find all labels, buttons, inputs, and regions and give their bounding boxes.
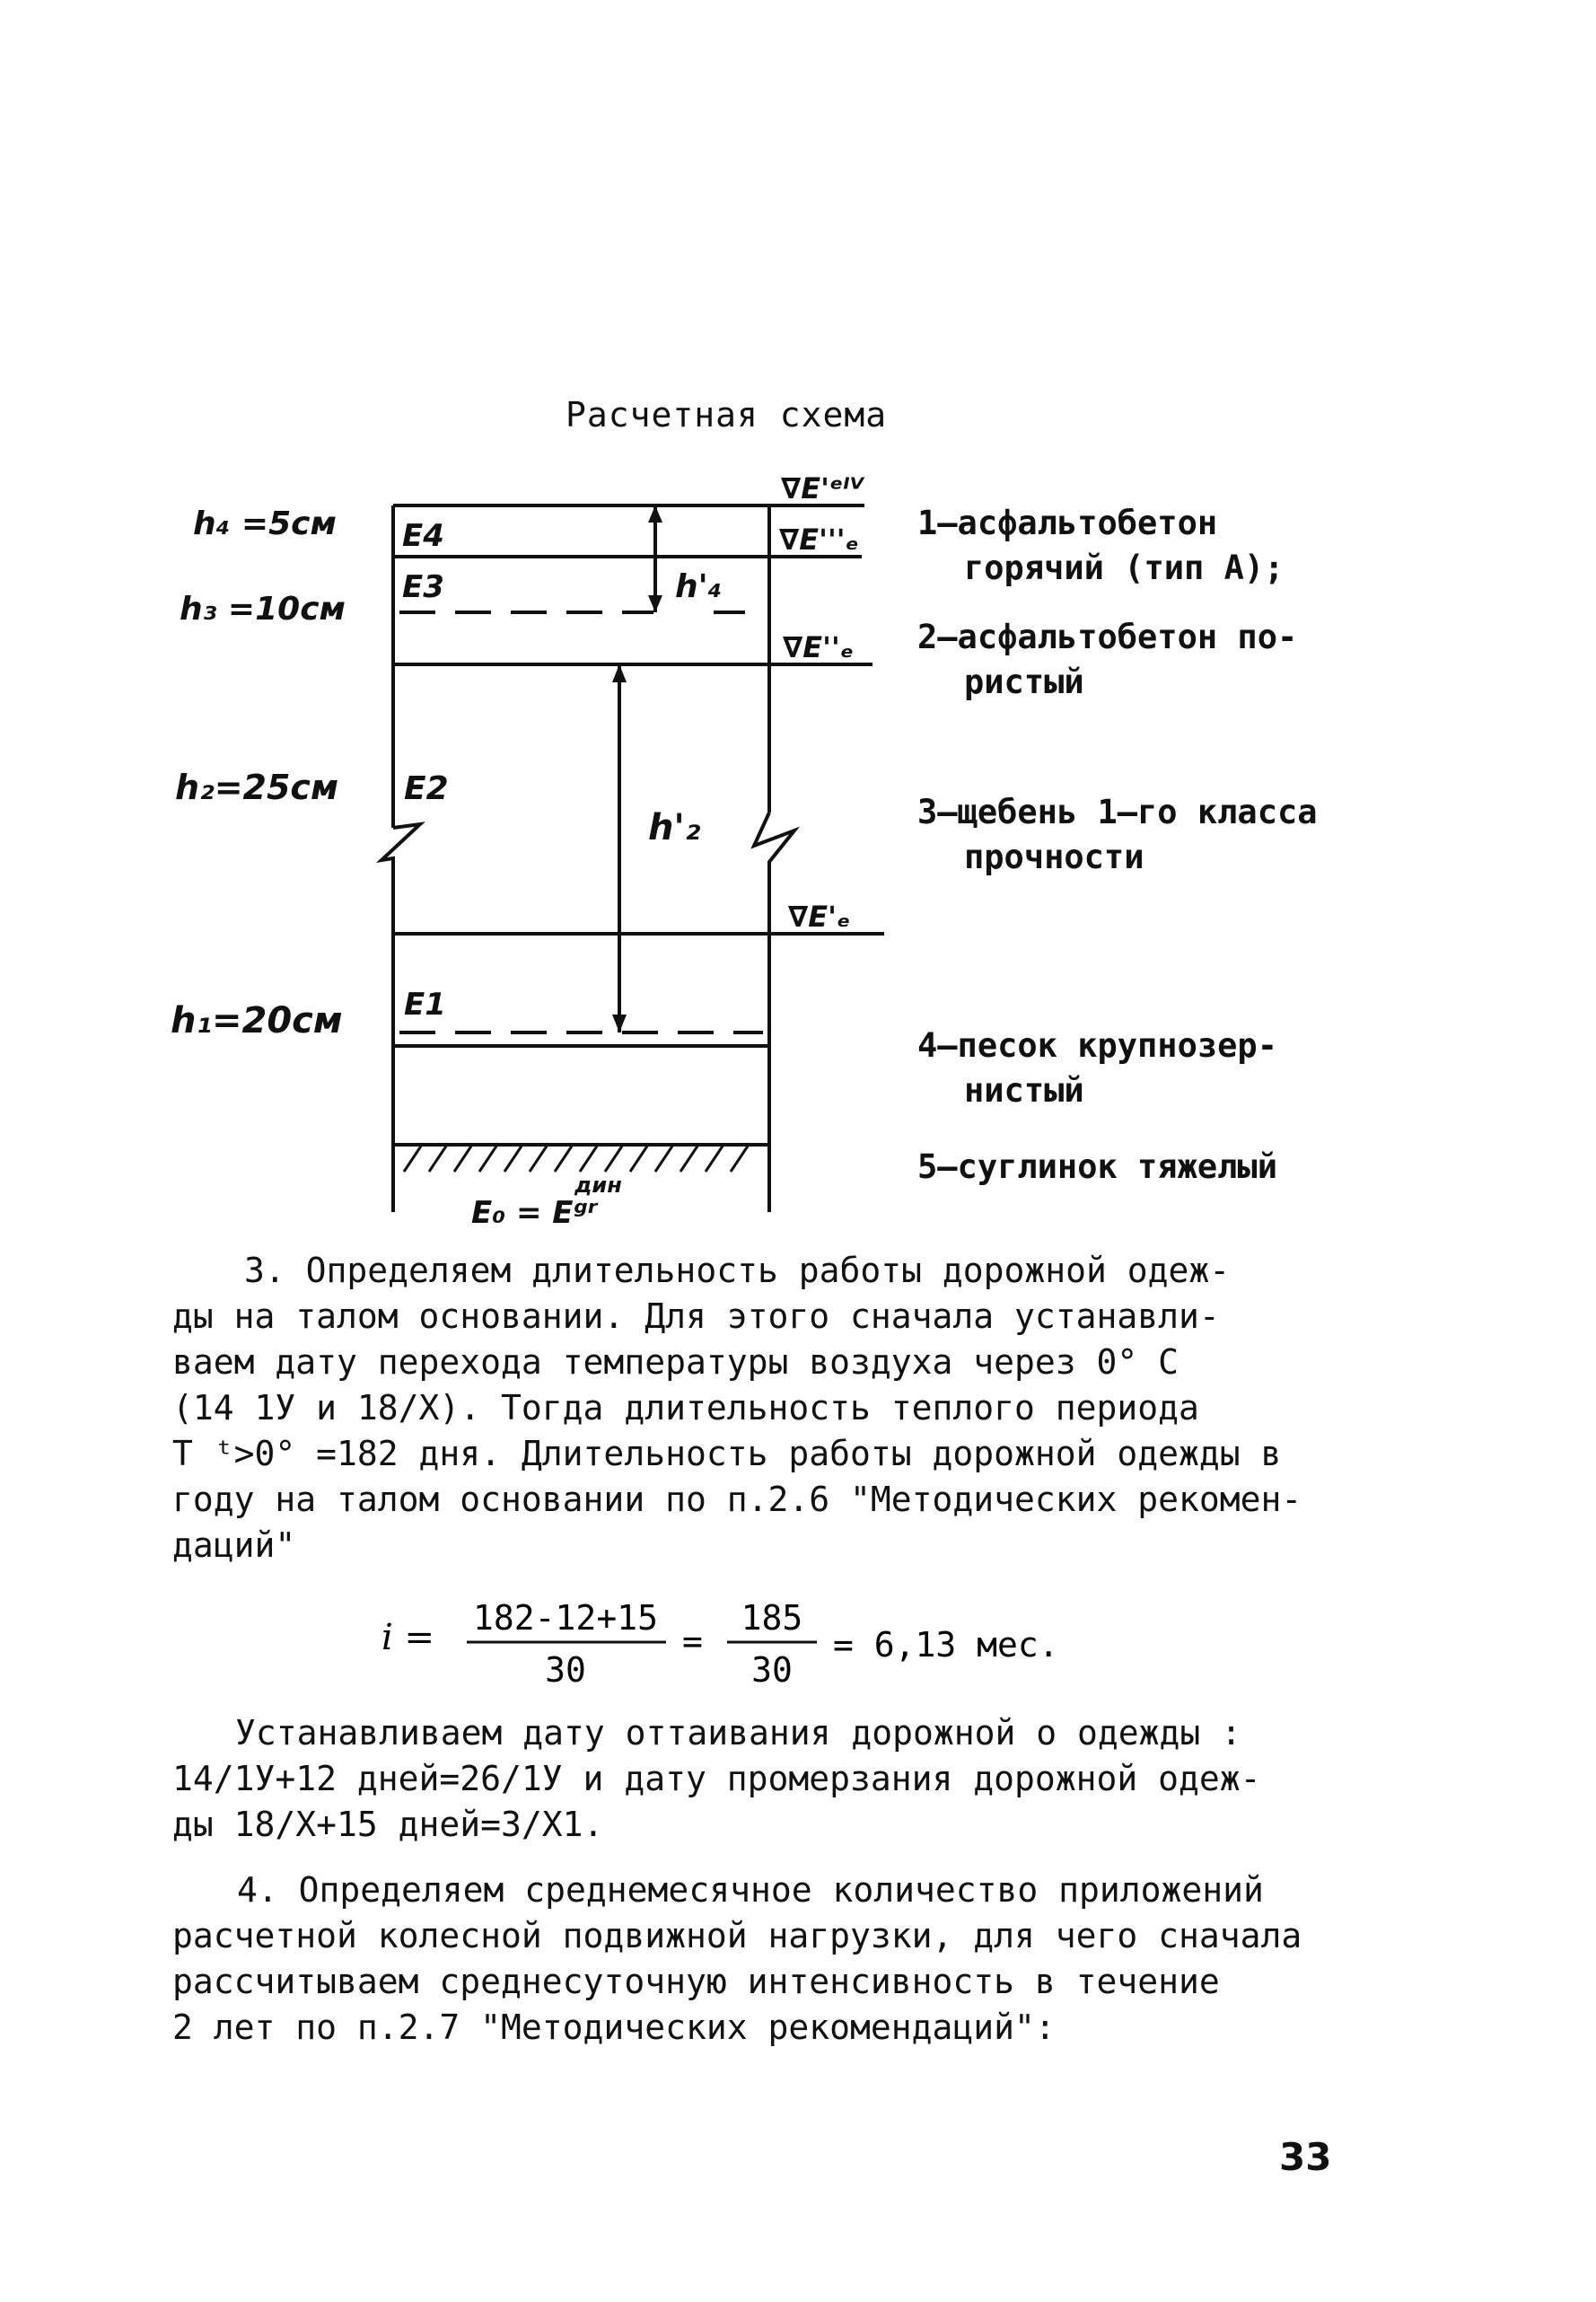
legend-line: нистый <box>964 1071 1084 1110</box>
text-line: расчетной колесной подвижной нагрузки, для чего сначала <box>172 1916 1302 1955</box>
modulus-e2: E2 <box>404 770 449 807</box>
formula-result: = 6,13 мес. <box>833 1625 1059 1665</box>
text-line: 3. Определяем длительность работы дорожной одеж- <box>244 1251 1231 1290</box>
scheme-title: Расчетная схема <box>566 395 888 435</box>
structure-right-zigzag <box>754 813 794 1212</box>
legend-line: 3–щебень 1–го класса <box>917 793 1318 831</box>
formula-numerator-1: 182-12+15 <box>473 1598 658 1638</box>
formula <box>377 1585 1095 1692</box>
text-line: 2 лет по п.2.7 "Методических рекомендаций": <box>172 2008 1056 2047</box>
label-e-eq-2: ∇E''ₑ <box>783 630 855 664</box>
formula-denominator-1: 30 <box>545 1650 586 1690</box>
legend-line: горячий (тип А); <box>964 549 1285 587</box>
text-line: рассчитываем среднесуточную интенсивность в течение <box>172 1962 1220 2001</box>
label-e-eq-3: ∇E'''ₑ <box>779 523 859 557</box>
label-h4-prime: h'₄ <box>675 568 723 605</box>
text-line: 14/1У+12 дней=26/1У и дату промерзания дорожной одеж- <box>172 1759 1261 1798</box>
legend-item-3 <box>917 790 1318 880</box>
thickness-h2: h₂=25см <box>175 768 339 807</box>
legend-item-1 <box>917 501 1284 591</box>
formula-equals: = <box>682 1621 703 1661</box>
legend-item-4 <box>917 1024 1277 1113</box>
thickness-h3: h₃ =10см <box>180 591 346 628</box>
text-line: (14 1У и 18/Х). Тогда длительность теплого периода <box>172 1388 1199 1428</box>
paragraph-thaw-dates <box>172 1710 1348 1848</box>
formula-denominator-2: 30 <box>751 1650 793 1690</box>
label-e-eq-1: ∇E'ₑ <box>788 900 851 934</box>
text-line: ды 18/Х+15 дней=3/Х1. <box>172 1805 604 1844</box>
label-e-eq-4: ∇E'ᵉᴵⱽ <box>781 471 864 505</box>
legend-item-5 <box>917 1145 1277 1190</box>
paragraph-4 <box>172 1867 1348 2051</box>
formula-numerator-2: 185 <box>741 1598 803 1638</box>
label-h2-prime: h'₂ <box>648 807 701 848</box>
legend-line: 4–песок крупнозер- <box>917 1026 1277 1065</box>
modulus-e4: E4 <box>402 518 444 554</box>
text-line: году на талом основании по п.2.6 "Методических рекомен- <box>172 1480 1302 1519</box>
legend-item-2 <box>917 615 1297 705</box>
modulus-e3: E3 <box>402 569 444 605</box>
legend-line: 2–асфальтобетон по- <box>917 618 1298 656</box>
thickness-h4: h₄ =5см <box>193 505 337 542</box>
formula-lhs: i = <box>381 1617 435 1658</box>
text-line: даций" <box>172 1525 296 1565</box>
text-line: T ᵗ>0° =182 дня. Длительность работы дорожной одежды в <box>172 1434 1282 1473</box>
text-line: Устанавливаем дату оттаивания дорожной о одежды : <box>235 1713 1242 1753</box>
page-number: 33 <box>1279 2135 1332 2179</box>
modulus-e1: E1 <box>404 987 446 1023</box>
thickness-h1: h₁=20см <box>171 1000 343 1041</box>
text-line: ды на талом основании. Для этого сначала устанавли- <box>172 1296 1220 1336</box>
legend-line: 1–асфальтобетон <box>917 504 1218 542</box>
text-line: ваем дату перехода температуры воздуха через 0° С <box>172 1342 1179 1382</box>
ground-hatching <box>404 1145 749 1172</box>
legend-line: 5–суглинок тяжелый <box>917 1147 1277 1186</box>
text-line: 4. Определяем среднемесячное количество приложений <box>237 1870 1264 1910</box>
label-base-sup: дин <box>574 1173 622 1198</box>
legend-line: ристый <box>964 663 1084 701</box>
legend-line: прочности <box>964 838 1144 876</box>
paragraph-3 <box>172 1248 1348 1568</box>
label-base-e0: E₀ = Eᵍʳ <box>471 1195 598 1231</box>
